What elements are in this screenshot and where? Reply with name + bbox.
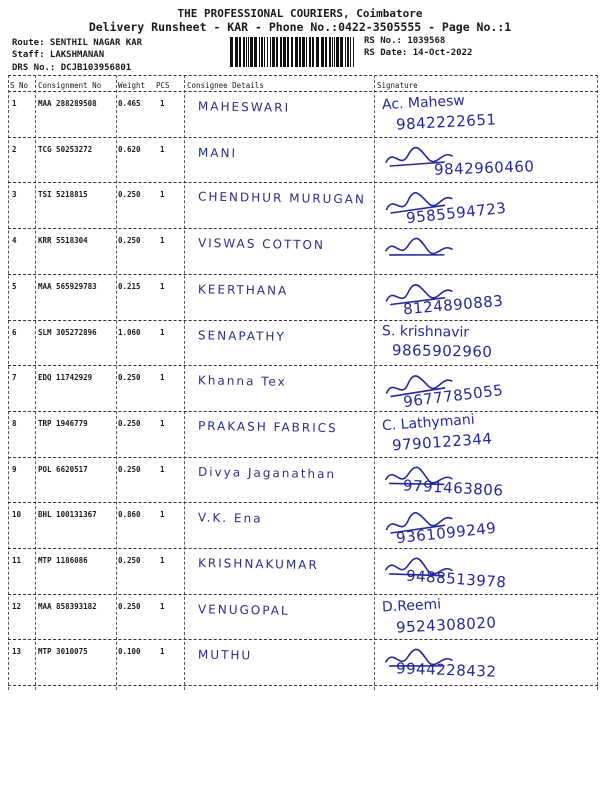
row-consignee-name: MAHESWARI	[197, 99, 291, 115]
row-consignee-name: KEERTHANA	[197, 282, 289, 298]
row-weight: 0.250	[118, 556, 141, 565]
row-separator	[8, 274, 598, 275]
barcode-bar	[259, 37, 260, 67]
column-divider	[184, 75, 185, 690]
column-divider	[35, 75, 36, 690]
row-consignment-no: MAA 288289508	[38, 99, 97, 108]
barcode-bar	[332, 37, 333, 67]
row-signature-name: D.Reemi	[381, 596, 442, 616]
document-subtitle: Delivery Runsheet - KAR - Phone No.:0422-3505555 - Page No.:1	[88, 20, 512, 34]
row-consignee-name: MANI	[197, 145, 238, 161]
row-signature-name: S. krishnavir	[381, 322, 470, 341]
barcode-bar	[336, 37, 339, 67]
row-separator	[8, 228, 598, 229]
row-sno: 13	[12, 647, 22, 657]
row-signature-phone: 9865902960	[391, 340, 493, 361]
table-right-border	[597, 75, 598, 690]
barcode-bar	[254, 37, 257, 67]
column-divider	[374, 75, 375, 690]
barcode-bar	[276, 37, 278, 67]
barcode-bar	[264, 37, 265, 67]
row-consignee-name: VENUGOPAL	[197, 601, 290, 618]
barcode-bar	[299, 37, 301, 67]
row-consignee-name: Divya Jaganathan	[197, 464, 337, 481]
row-sno: 12	[12, 601, 22, 611]
route-label: Route: SENTHIL NAGAR KAR	[12, 38, 143, 48]
row-pcs: 1	[160, 510, 165, 520]
barcode-bar	[312, 37, 314, 67]
row-pcs: 1	[160, 556, 165, 565]
row-signature-phone: 9361099249	[394, 519, 497, 548]
row-consignee-name: V.K. Ena	[197, 510, 263, 526]
barcode-bar	[316, 37, 319, 67]
row-pcs: 1	[160, 236, 165, 246]
row-consignment-no: POL 6620517	[38, 464, 88, 474]
row-separator	[8, 548, 598, 549]
row-weight: 1.060	[118, 327, 141, 337]
barcode-bar	[230, 37, 233, 67]
rs-date: RS Date: 14-Oct-2022	[364, 48, 473, 58]
row-separator	[8, 320, 598, 321]
row-consignment-no: TCG 50253272	[38, 144, 93, 154]
row-pcs: 1	[160, 601, 165, 611]
row-sno: 9	[12, 464, 17, 474]
barcode-bar	[321, 37, 324, 67]
col-header-sno: S No	[10, 81, 29, 90]
row-weight: 0.860	[118, 510, 141, 520]
row-signature-name: C. Lathymani	[381, 411, 476, 435]
barcode-bar	[287, 37, 289, 67]
table-header-border	[8, 91, 598, 92]
row-weight: 0.250	[118, 601, 141, 611]
row-consignment-no: MAA 565929783	[38, 281, 97, 291]
col-header-consignment: Consignment No	[38, 81, 102, 90]
row-signature-phone: 9524308020	[395, 613, 497, 637]
barcode-bar	[306, 37, 307, 67]
row-pcs: 1	[160, 281, 165, 291]
barcode-bar	[272, 37, 275, 67]
row-separator	[8, 639, 598, 640]
barcode-bar	[250, 37, 253, 67]
table-left-border	[8, 75, 9, 690]
row-consignment-no: MTP 1186086	[38, 556, 88, 565]
row-separator	[8, 137, 598, 138]
barcode-bar	[246, 37, 247, 67]
barcode-bar	[283, 37, 286, 67]
row-signature-phone: 8124890883	[401, 291, 504, 319]
col-header-signature: Signature	[377, 81, 418, 90]
row-separator	[8, 594, 598, 595]
row-signature-phone: 9944228432	[395, 659, 497, 682]
row-separator	[8, 182, 598, 183]
row-sno: 8	[12, 418, 17, 428]
row-separator	[8, 457, 598, 458]
row-sno: 5	[12, 281, 17, 291]
table-top-border	[8, 75, 598, 76]
row-pcs: 1	[160, 190, 165, 200]
column-divider	[116, 75, 117, 690]
row-signature-phone: 9585594723	[405, 199, 508, 228]
row-consignee-name: KRISHNAKUMAR	[197, 555, 319, 573]
row-weight: 0.620	[118, 144, 141, 154]
row-signature-phone: 9677785055	[401, 381, 504, 412]
barcode-bar	[239, 37, 241, 67]
row-pcs: 1	[160, 99, 165, 108]
row-consignee-name: Khanna Tex	[197, 373, 287, 389]
row-signature-phone: 9791463806	[402, 475, 504, 500]
barcode-bar	[334, 37, 335, 67]
row-pcs: 1	[160, 144, 165, 154]
barcode-bar	[261, 37, 263, 67]
row-consignee-name: CHENDHUR MURUGAN	[197, 189, 367, 207]
barcode-bar	[248, 37, 249, 67]
row-separator	[8, 685, 598, 686]
barcode-bar	[291, 37, 293, 67]
barcode-bar	[350, 37, 351, 67]
staff-label: Staff: LAKSHMANAN	[12, 50, 105, 60]
row-weight: 0.250	[118, 373, 141, 383]
row-consignee-name: MUTHU	[197, 647, 253, 663]
row-separator	[8, 411, 598, 412]
row-signature-scribble	[384, 235, 455, 261]
row-consignment-no: MTP 3010075	[38, 647, 88, 657]
row-pcs: 1	[160, 464, 165, 474]
barcode-image	[230, 37, 358, 67]
col-header-consignee: Consignee Details	[187, 81, 264, 90]
document-title: THE PROFESSIONAL COURIERS, Coimbatore	[177, 7, 423, 20]
row-signature-phone: 9488513978	[405, 566, 507, 592]
barcode-bar	[302, 37, 305, 67]
row-signature-phone: 9790122344	[391, 429, 493, 455]
barcode-bar	[280, 37, 282, 67]
row-pcs: 1	[160, 327, 165, 337]
row-consignment-no: TRP 1946779	[38, 418, 88, 428]
row-sno: 3	[12, 190, 17, 200]
barcode-bar	[353, 37, 354, 67]
row-sno: 1	[12, 99, 17, 108]
col-header-weight: Weight	[118, 81, 146, 90]
row-consignment-no: SLM 305272896	[38, 327, 97, 337]
barcode-bar	[329, 37, 331, 67]
barcode-bar	[235, 37, 238, 67]
row-sno: 10	[12, 510, 22, 520]
barcode-bar	[309, 37, 311, 67]
row-consignee-name: VISWAS COTTON	[197, 235, 326, 253]
row-pcs: 1	[160, 647, 165, 657]
row-weight: 0.250	[118, 236, 141, 246]
row-weight: 0.465	[118, 99, 141, 108]
barcode-bar	[345, 37, 346, 67]
barcode-bar	[270, 37, 271, 67]
row-weight: 0.100	[118, 647, 141, 657]
row-separator	[8, 502, 598, 503]
barcode-bar	[267, 37, 268, 67]
row-separator	[8, 365, 598, 366]
col-header-pcs: PCS	[156, 81, 170, 90]
row-pcs: 1	[160, 418, 165, 428]
row-sno: 7	[12, 373, 17, 383]
row-sno: 11	[12, 556, 22, 565]
row-consignment-no: BHL 100131367	[38, 510, 97, 520]
row-sno: 6	[12, 327, 17, 337]
row-consignment-no: EDQ 11742929	[38, 373, 93, 383]
row-consignee-name: PRAKASH FABRICS	[197, 418, 338, 436]
drs-number: DRS No.: DCJB103956801	[12, 63, 132, 73]
row-weight: 0.215	[118, 281, 141, 291]
row-weight: 0.250	[118, 418, 141, 428]
rs-number: RS No.: 1039568	[364, 36, 446, 46]
row-weight: 0.250	[118, 190, 141, 200]
row-consignment-no: MAA 858393182	[38, 601, 97, 611]
row-consignment-no: KRR 5518304	[38, 236, 88, 246]
row-sno: 4	[12, 236, 17, 246]
barcode-bar	[325, 37, 327, 67]
row-signature-phone: 9842960460	[433, 156, 535, 179]
barcode-bar	[243, 37, 245, 67]
row-consignee-name: SENAPATHY	[197, 327, 286, 344]
row-weight: 0.250	[118, 464, 141, 474]
row-sno: 2	[12, 144, 17, 154]
barcode-bar	[347, 37, 349, 67]
barcode-bar	[340, 37, 343, 67]
row-signature-name: Ac. Mahesw	[381, 92, 466, 114]
barcode-bar	[295, 37, 298, 67]
row-pcs: 1	[160, 373, 165, 383]
row-signature-phone: 9842222651	[395, 110, 498, 134]
row-consignment-no: TSI 5218815	[38, 190, 88, 200]
